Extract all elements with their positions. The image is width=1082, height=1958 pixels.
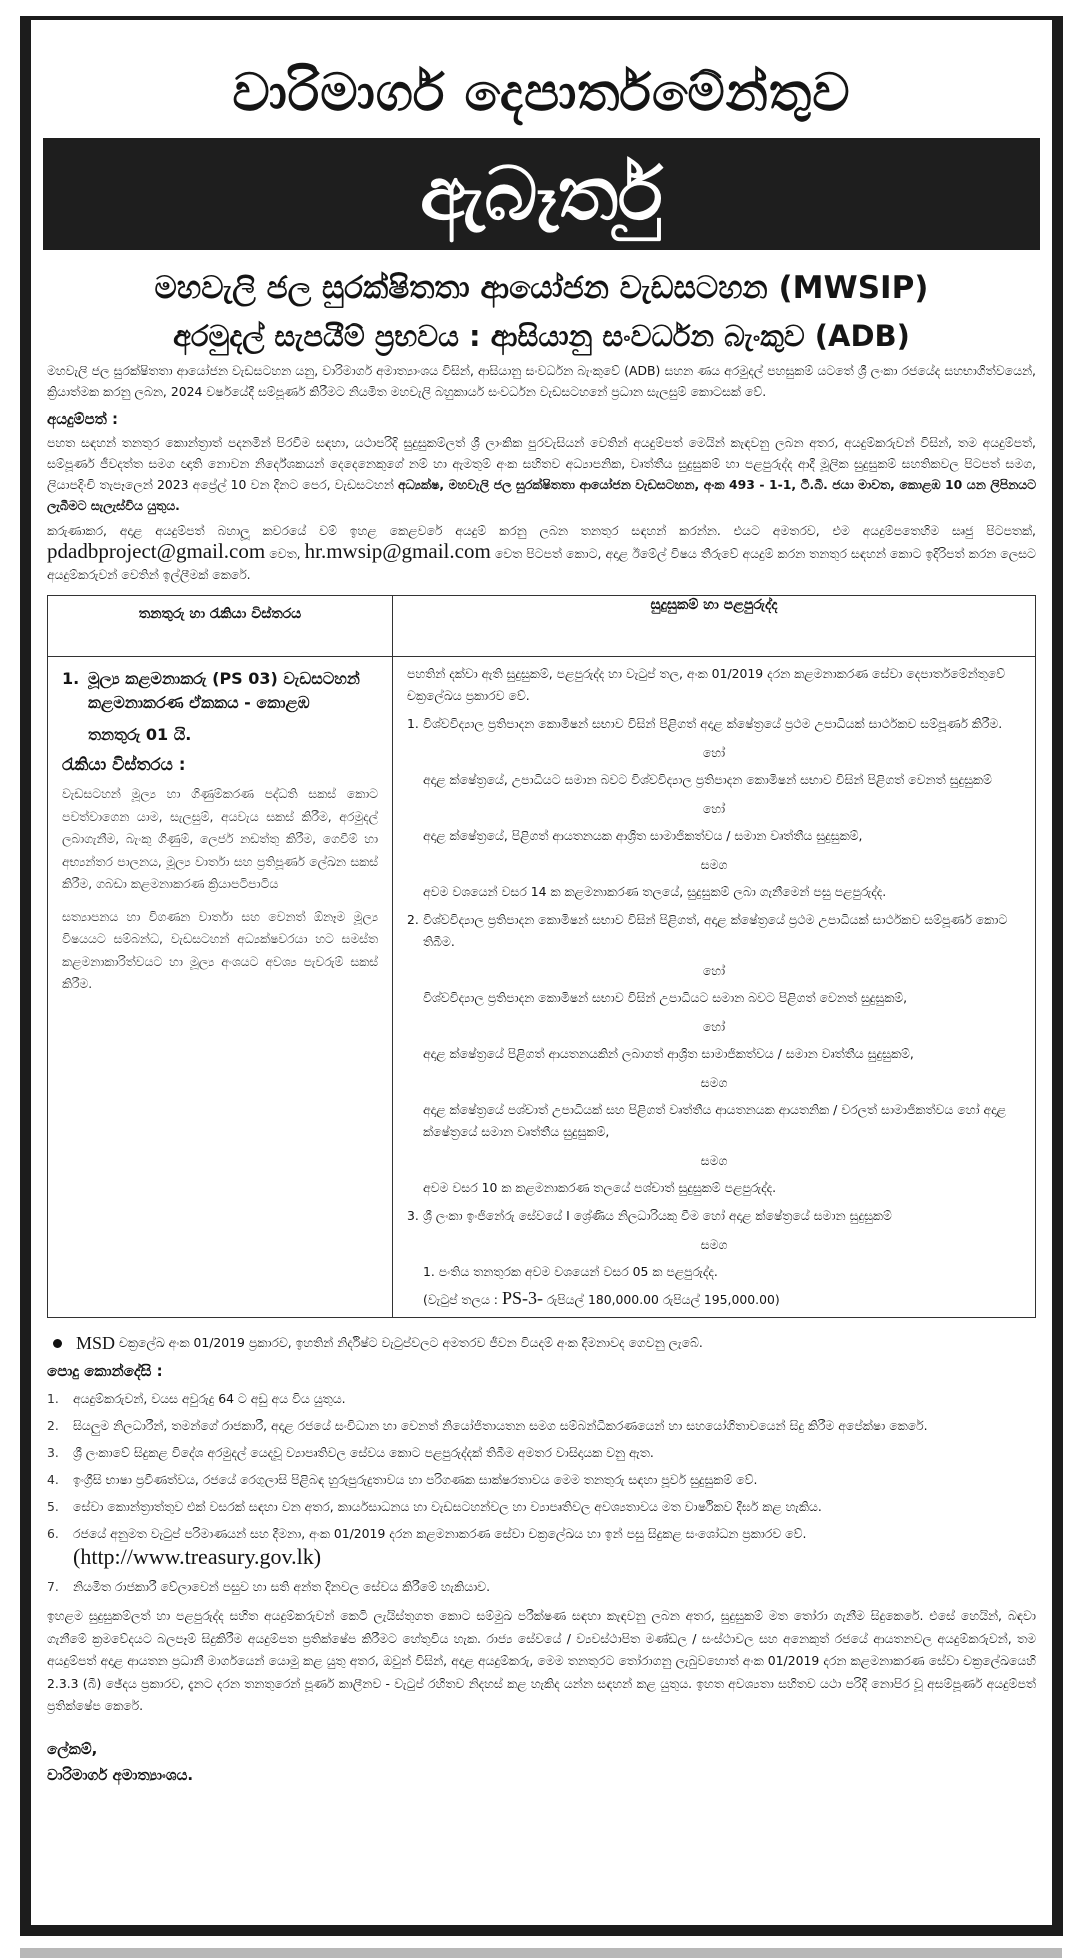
condition-text: ශ්‍රී ලංකාවේ සිදුකළ විදේශ අරමුදල් යෙදවූ ව්‍යාපෘතිවල සේවය කොට පළපුරුද්දක් තිබීම අමතර වාසිදායක වනු ඇත. bbox=[73, 1445, 654, 1460]
applications-address: අධ්‍යක්ෂ, මහවැලි ජල සුරක්ෂිතතා ආයෝජන වැඩසටහන, අංක 493 - 1-1, ටී.බී. ජයා මාවත, කොළඹ 10 යන ලිපිනයට ලැබීමට සැලැස්විය යුතුය. bbox=[47, 477, 1036, 513]
position-table bbox=[47, 595, 1036, 1318]
salary-range: රුපියල් 180,000.00 රුපියල් 195,000.00) bbox=[546, 1292, 780, 1307]
general-conditions-list bbox=[47, 1388, 1036, 1597]
table-row bbox=[48, 657, 1036, 1318]
advertisement-content bbox=[31, 20, 1052, 1788]
salary-code: PS-3- bbox=[501, 1288, 543, 1308]
condition-text: සියලුම නිලධාරීන්, තමන්ගේ රාජකාරී, අදාළ රජයේ සංවිධාන හා වෙනත් නියෝජිතායතන සමග සම්බන්ධීකරණයෙන් හා සහයෝගිතාවයෙන් සිදු කිරීම අපේක්ෂා කෙරේ. bbox=[73, 1418, 928, 1433]
signature-block bbox=[47, 1736, 1036, 1788]
list-item bbox=[47, 1496, 1036, 1517]
condition-text: ඉංග්‍රීසි භාෂා ප්‍රවීණත්වය, රජයේ රෙගුලාසි පිළිබඳ හුරුපුරුදුතාවය හා පරිගණක සාක්ෂරතාවය මෙම තනතුරු සඳහා පූර්ව සුදුසුකම් වේ. bbox=[73, 1472, 758, 1487]
condition-number: 6. bbox=[47, 1526, 59, 1541]
header-position-details: තනතුරු හා රැකියා විස්තරය bbox=[48, 596, 393, 657]
connector-and: සමග bbox=[700, 1153, 728, 1168]
condition-text: සේවා කොන්ත්‍රාත්තුව එක් වසරක් සඳහා වන අතර, කාර්යසාධනය හා වැඩසටහන්වල හා ව්‍යාපෘතිවල අවශ්‍යතාවය මත වාර්ෂිකව දීර්ඝ කළ හැකිය. bbox=[73, 1499, 822, 1514]
qualifications-intro: පහතින් දක්වා ඇති සුදුසුකම්, පළපුරුද්ද හා වැටුප් තල, අංක 01/2019 දරන කළමනාකරණ සේවා දෙපාර්තමේන්තුවේ චක්‍රලේඛය ප්‍රකාරව වේ. bbox=[407, 666, 1006, 703]
list-item bbox=[47, 1523, 1036, 1570]
qualifications-cell bbox=[393, 657, 1036, 1318]
applications-heading: අයදුම්පත් : bbox=[47, 410, 119, 428]
funding-source-title: අරමුදල් සැපයීම් ප්‍රභවය : ආසියානු සංවර්ධන බැංකුව (ADB) bbox=[173, 319, 910, 353]
condition-text: අයදුම්කරුවන්, වයස අවුරුදු 64 ට අඩු අය විය යුතුය. bbox=[73, 1391, 346, 1406]
position-title-block bbox=[62, 667, 378, 715]
qualification-number: 1. bbox=[407, 716, 419, 731]
list-item bbox=[47, 1469, 1036, 1490]
msd-code: MSD bbox=[76, 1333, 116, 1353]
qualification-alternative: අදාළ ක්ෂේත්‍රයේ, පිළිගත් ආයතනයක ආශ්‍රිත සාමාජිකත්වය / සමාන වෘත්තීය සුදුසුකම්, bbox=[423, 828, 863, 843]
qualification-number: 2. bbox=[407, 912, 419, 927]
condition-number: 3. bbox=[47, 1445, 59, 1460]
intro-paragraph: මහවැලි ජල සුරක්ෂිතතා ආයෝජන වැඩසටහන යනු, වාරිමාර්ග අමාත්‍යාංශය විසින්, ආසියානු සංවර්ධන බැංකුවේ (ADB) සහන ණය අරමුදල් පහසුකම් යටතේ ශ්‍රී ලංකා රජයේද සහභාගිත්වයෙන්, ක්‍රියාත්මක කරනු ලබන, 2024 වර්ෂයේදී සම්පූර්ණ කිරීමට නියමිත මහවැලි බහුකාර්ය සංවර්ධන වැඩසටහනේ ප්‍රධාන සැලසුම් කොටසක් වේ. bbox=[47, 363, 1036, 399]
condition-number: 1. bbox=[47, 1391, 59, 1406]
applications-paragraph bbox=[47, 432, 1036, 516]
duty-paragraph: සත්‍යාපනය හා විගණන වාර්තා සහ වෙනත් ඕනෑම මූල්‍ය විෂයයට සම්බන්ධ, වැඩසටහන් අධ්‍යක්ෂවරයා හට සමස්ත කළමනාකාරිත්වයට හා මූල්‍ය අංශයට අවශ්‍ය පැවරුම් සකස් කිරීම. bbox=[62, 909, 378, 991]
condition-number: 5. bbox=[47, 1499, 59, 1514]
qualification-alternative: අදාළ ක්ෂේත්‍රයේ, උපාධියට සමාන බවට විශ්වවිද්‍යාල ප්‍රතිපාදන කොමිෂන් සභාව විසින් පිළිගත් වෙනත් සුදුසුකම් bbox=[423, 772, 992, 787]
vacancies-banner: ඇබෑර්තු bbox=[43, 138, 1040, 250]
connector-or: හෝ bbox=[702, 801, 726, 816]
connector-or: හෝ bbox=[702, 1019, 726, 1034]
condition-number: 2. bbox=[47, 1418, 59, 1433]
page-bottom-strip bbox=[20, 1948, 1062, 1958]
position-count: තනතුරු 01 යි. bbox=[88, 725, 192, 744]
qualification-alternative: අදාළ ක්ෂේත්‍රයේ පිළිගත් ආයතනයකින් ලබාගත් ආශ්‍රිත සාමාජිකත්වය / සමාන වෘත්තීය සුදුසුකම්, bbox=[423, 1046, 914, 1061]
email-link-hr[interactable]: hr.mwsip@gmail.com bbox=[304, 539, 491, 563]
bullet-icon bbox=[53, 1339, 62, 1348]
closing-paragraph: ඉහළම සුදුසුකම්ලත් හා පළපුරුද්ද සහිත අයදුම්කරුවන් කෙටි ලැයිස්තුගත කොට සම්මුඛ පරීක්ෂණ සඳහා කැඳවනු ලබන අතර, සුදුසුකම් මත තෝරා ගැනීම සිදුකෙරේ. එසේ හෙයින්, බඳවා ගැනීමේ ක්‍රමවේදයට බලපෑම් සිදුකිරීම අයදුම්පත ප්‍රතික්ෂේප කිරීමට හේතුවිය හැක. රාජ්‍ය සේවයේ / ව්‍යවස්ථාපිත මණ්ඩල / සංස්ථාවල සහ අනෙකුත් රජයේ ආයතනවල අයදුම්කරුවන්, තම අයදුම්පත් අදාළ ආයතන ප්‍රධානී මාර්ගයෙන් යොමු කළ යුතු අතර, ඔවුන් විසින්, අදාළ අයදුම්කරු, මෙම තනතුරට තෝරාගනු ලැබුවහොත් අංක 01/2019 දරන කළමනාකරණ සේවා චක්‍රලේඛයෙහි 2.3.3 (බී) ඡේදය ප්‍රකාරව, දැනට දරන තනතුරෙන් පූර්ණ කාලීනව - වැටුප් රහිතව නිදහස් කළ හැකිද යන්න සඳහන් කළ යුතුය. ඉහත අවශ්‍යතා සහිතව යථා පරිදි නොපිර වූ අසම්පූර්ණ අයදුම්පත් ප්‍රතික්ෂේප කෙරේ. bbox=[47, 1608, 1036, 1713]
condition-text: නියමිත රාජකාරී වේලාවෙන් පසුව හා සති අන්ත දිනවල සේවය කිරීමේ හැකියාව. bbox=[73, 1579, 491, 1594]
position-title: මූල්‍ය කළමනාකරු (PS 03) වැඩසටහන් කළමනාකරණ ඒකකය - කොළඹ bbox=[88, 669, 360, 712]
signatory-ministry: වාරිමාර්ග අමාත්‍යාංශය. bbox=[47, 1765, 194, 1784]
condition-number: 7. bbox=[47, 1579, 59, 1594]
connector-and: සමග bbox=[700, 1075, 728, 1090]
advertisement-frame bbox=[20, 16, 1063, 1936]
qualification-experience: අවම වසර 10 ක කළමනාකරණ තලයේ පශ්චාත් සුදුසුකම් පළපුරුද්ද. bbox=[423, 1180, 777, 1195]
position-number: 1. bbox=[62, 669, 80, 688]
salary-scale bbox=[423, 1287, 1021, 1311]
email-instructions-paragraph bbox=[47, 520, 1036, 585]
msd-note bbox=[47, 1332, 1036, 1354]
connector-or: හෝ bbox=[702, 745, 726, 760]
qualification-item bbox=[407, 713, 1021, 735]
condition-body bbox=[73, 1523, 806, 1570]
list-item bbox=[47, 1442, 1036, 1463]
connector-and: සමග bbox=[700, 1237, 728, 1252]
connector-or: හෝ bbox=[702, 963, 726, 978]
qualification-experience: අවම වශයෙන් වසර 14 ක කළමනාකරණ තලයේ, සුදුසුකම් ලබා ගැනීමෙන් පසු පළපුරුද්ද. bbox=[423, 884, 887, 899]
salary-prefix: (වැටුප් තලය : bbox=[423, 1292, 498, 1307]
header-qualifications: සුදුසුකම් හා පළපුරුද්ද bbox=[393, 596, 1036, 657]
list-item bbox=[47, 1576, 1036, 1597]
qualification-number: 3. bbox=[407, 1208, 419, 1223]
email-instructions-text-a: කරුණාකර, අදාළ අයදුම්පත් බහාලූ කවරයේ වම් ඉහළ කෙළවරේ අයදුම් කරනු ලබන තනතුර සඳහන් කරන්න. එයට අමතරව, එම අයදුම්පතෙහිම සෘජු පිටපතක්, bbox=[47, 523, 1036, 538]
department-title: වාරිමාර්ග දෙපාර්තමේන්තුව bbox=[232, 63, 851, 123]
qualification-text: ශ්‍රී ලංකා ඉංජිනේරු සේවයේ I ශ්‍රේණිය නිලධාරියකු වීම හෝ අදාළ ක්ෂේත්‍රයේ සමාන සුදුසුකම් bbox=[423, 1208, 892, 1223]
treasury-link[interactable]: (http://www.treasury.gov.lk) bbox=[73, 1544, 322, 1569]
qualification-alternative: අදාළ ක්ෂේත්‍රයේ පශ්චාත් උපාධියක් සහ පිළිගත් වෘත්තීය ආයතනයක ආයතනික / වරලත් සාමාජිකත්වය හෝ අදාළ ක්ෂේත්‍රයේ සමාන වෘත්තීය සුදුසුකම්, bbox=[423, 1102, 1007, 1139]
project-title: මහවැලි ජල සුරක්ෂිතතා ආයෝජන වැඩසටහන (MWSIP) bbox=[154, 270, 929, 306]
applications-text: පහත සඳහන් තනතුර කොන්ත්‍රාත් පදනමින් පිරවීම සඳහා, යථාපරිදි සුදුසුකම්ලත් ශ්‍රී ලාංකික පුරවැසියන් වෙතින් අයදුම්පත් මෙයින් කැඳවනු ලබන අතර, අයදුම්කරුවන් විසින්, තම අයදුම්පත්, සම්පූර්ණ ජීවදත්ත සමග ඥාති නොවන නිර්දේශකයන් දෙදෙනෙකුගේ නම් හා ඇමතුම් අංක සහිතව අධ්‍යාපනික, වෘත්තීය සුදුසුකම් හා පළපුරුද්ද ආදී මූලික සුදුසුකම් සහතිකවල පිටපත් සමග, ලියාපදිංචි තැපෑලෙන් 2023 අප්‍රේල් 10 වන දිනට පෙර, වැඩසටහන් bbox=[47, 435, 1036, 492]
email-instructions-text-b: වෙත, bbox=[269, 546, 301, 561]
connector-and: සමග bbox=[700, 857, 728, 872]
table-header-row bbox=[48, 596, 1036, 657]
email-instructions-text-c: වෙත පිටපත් කොට, අදාළ ඊමේල් විෂය තීරුවේ අයදුම් කරන තනතුර සඳහන් කොට ඉදිරිපත් කරන ලෙසට අයදුම්කරුවන් වෙතින් ඉල්ලීමක් කෙරේ. bbox=[47, 546, 1036, 582]
qualification-text: විශ්වවිද්‍යාල ප්‍රතිපාදන කොමිෂන් සභාව විසින් පිළිගත්, අදාළ ක්ෂේත්‍රයේ ප්‍රථම උපාධියක් සාර්ථකව සම්පූර්ණ කොට තිබීම. bbox=[423, 912, 1008, 949]
qualification-alternative: විශ්වවිද්‍යාල ප්‍රතිපාදන කොමිෂන් සභාව විසින් උපාධියට සමාන බවට පිළිගත් වෙනත් සුදුසුකම්, bbox=[423, 990, 908, 1005]
condition-text: රජයේ අනුමත වැටුප් පරිමාණයන් සහ දීමනා, අංක 01/2019 දරන කළමනාකරණ සේවා චක්‍රලේඛය හා ඉන් පසු සිදුකළ සංශෝධන ප්‍රකාරව වේ. bbox=[73, 1526, 807, 1541]
qualification-item bbox=[407, 909, 1021, 953]
duty-paragraph: වැඩසටහන් මූල්‍ය හා ගිණුම්කරණ පද්ධති සකස් කොට පවත්වාගෙන යාම, සැලසුම්, අයවැය සකස් කිරීම, අරමුදල් ලබාගැනීම, බැංකු ගිණුම්, ලෙජර් නඩත්තු කිරීම, ගෙවීම් හා අභ්‍යන්තර පාලනය, මූල්‍ය වාර්තා සහ ප්‍රතිපූර්ණ ලේඛන සකස් කිරීම, ගබඩා කළමනාකරණ ක්‍රියාපටිපාටිය bbox=[62, 787, 378, 891]
list-item bbox=[47, 1415, 1036, 1436]
condition-number: 4. bbox=[47, 1472, 59, 1487]
qualification-item bbox=[407, 1205, 1021, 1227]
email-link-pdadb[interactable]: pdadbproject@gmail.com bbox=[47, 539, 266, 563]
qualification-text: විශ්වවිද්‍යාල ප්‍රතිපාදන කොමිෂන් සභාව විසින් පිළිගත් අදාළ ක්ෂේත්‍රයේ ප්‍රථම උපාධියක් සාර්ථකව සම්පූර්ණ කිරීම. bbox=[423, 716, 1003, 731]
qualification-experience: 1. පංතිය තනතුරක අවම වශයෙන් වසර 05 ක පළපුරුද්ද. bbox=[423, 1264, 718, 1279]
list-item bbox=[47, 1388, 1036, 1409]
position-cell bbox=[48, 657, 393, 1318]
general-conditions-heading: පොදු කොන්දේසි : bbox=[47, 1362, 163, 1380]
msd-text: චක්‍රලේඛ අංක 01/2019 ප්‍රකාරව, ඉහතින් නිර්දිෂ්ට වැටුප්වලට අමතරව ජීවන වියදම් අංක දීමනාවද ගෙවනු ලැබේ. bbox=[119, 1335, 703, 1350]
signatory-title: ලේකම්, bbox=[47, 1739, 98, 1758]
duties-heading: රැකියා විස්තරය : bbox=[62, 755, 186, 775]
